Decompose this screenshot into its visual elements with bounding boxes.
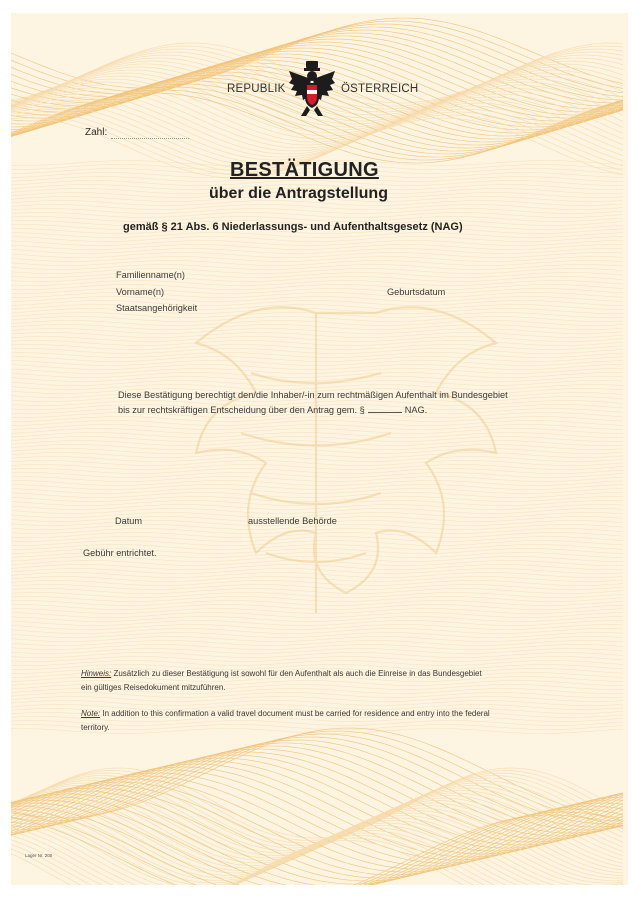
field-surname: Familienname(n) [116,270,185,280]
header-republik: REPUBLIK [227,83,286,95]
field-given-names: Vorname(n) [116,287,165,297]
document-title: BESTÄTIGUNG [230,159,379,181]
date-label: Datum [115,516,143,526]
note-de-label: Hinweis: [81,669,112,678]
field-date-of-birth: Geburtsdatum [387,287,446,297]
reference-line [111,138,189,139]
header-oesterreich: ÖSTERREICH [341,83,419,95]
field-nationality: Staatsangehörigkeit [116,303,198,313]
guilloche-bottom-band [11,728,623,885]
paragraph-blank [368,404,402,413]
authority-label: ausstellende Behörde [248,516,337,526]
legal-basis: gemäß § 21 Abs. 6 Niederlassungs- und Aufenthaltsgesetz (NAG) [123,221,463,233]
statement-line-1: Diese Bestätigung berechtigt den/die Inhaber/-in zum rechtmäßigen Aufenthalt im Bundesgebiet [118,390,508,400]
note-en-line-1 [81,709,490,718]
fee-paid: Gebühr entrichtet. [83,548,157,558]
imprint: Lager Nr. 200 [25,853,53,858]
statement-line-2-start: bis zur rechtskräftigen Entscheidung über den Antrag gem. § [118,405,365,415]
document-subtitle: über die Antragstellung [209,185,388,202]
note-en-line-2: territory. [81,723,110,732]
note-en-label: Note: [81,709,101,718]
statement-line-2 [118,404,427,415]
note-en-text-1: In addition to this confirmation a valid travel document must be carried for residence and entry into the federal [102,709,490,718]
document-page [11,13,628,885]
austrian-eagle-coat-of-arms-icon [287,59,337,121]
note-de-text-1: Zusätzlich zu dieser Bestätigung ist sowohl für den Aufenthalt als auch die Einreise in das Bundesgebiet [113,669,482,678]
reference-label: Zahl: [85,127,108,138]
note-de-line-2: ein gültiges Reisedokument mitzuführen. [81,683,226,692]
statement-line-2-end: NAG. [404,405,428,415]
guilloche-background [11,13,628,885]
note-de-line-1 [81,669,482,678]
